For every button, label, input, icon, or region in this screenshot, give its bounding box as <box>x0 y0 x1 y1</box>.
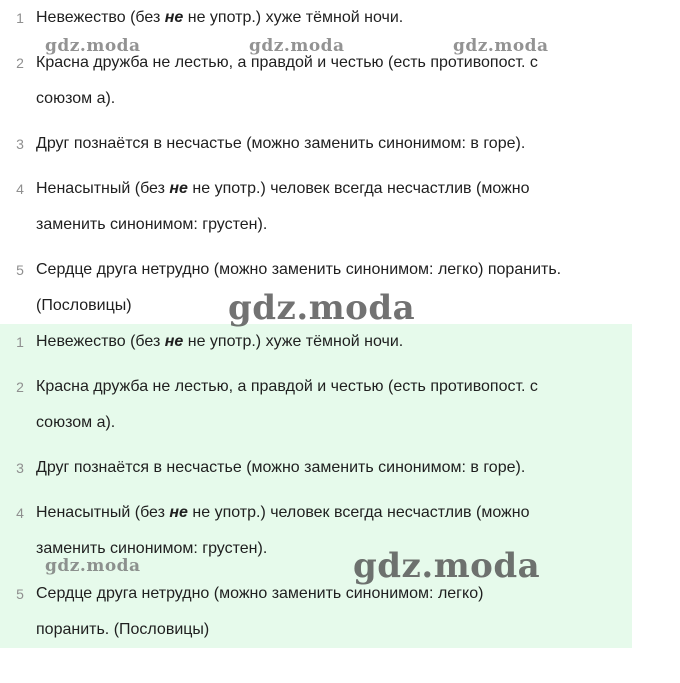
item-number: 2 <box>16 55 24 71</box>
watermark: gdz.moda <box>45 36 141 56</box>
item-text: Ненасытный (без не не употр.) человек всегда несчастлив (можно <box>36 180 530 197</box>
item-text: Красна дружба не лестью, а правдой и честью (есть противопост. с <box>36 378 538 395</box>
exercise-text-block <box>0 0 632 324</box>
item-number: 2 <box>16 379 24 395</box>
item-text-continued: заменить синонимом: грустен). <box>36 540 268 557</box>
watermark: gdz.moda <box>45 556 141 576</box>
particle-ne: не <box>169 180 188 197</box>
item-text: Невежество (без не не употр.) хуже тёмной ночи. <box>36 9 404 26</box>
item-number: 3 <box>16 460 24 476</box>
watermark: gdz.moda <box>249 36 345 56</box>
item-number: 3 <box>16 136 24 152</box>
item-number: 4 <box>16 181 24 197</box>
watermark: gdz.moda <box>353 546 541 586</box>
item-text: Невежество (без не не употр.) хуже тёмной ночи. <box>36 333 404 350</box>
item-text: Друг познаётся в несчастье (можно заменить синонимом: в горе). <box>36 135 526 152</box>
item-text-continued: заменить синонимом: грустен). <box>36 216 268 233</box>
answer-block <box>0 324 632 648</box>
item-text: Сердце друга нетрудно (можно заменить синонимом: легко) <box>36 585 484 602</box>
item-text: Ненасытный (без не не употр.) человек всегда несчастлив (можно <box>36 504 530 521</box>
watermark: gdz.moda <box>228 288 416 328</box>
item-text-continued: союзом а). <box>36 414 116 431</box>
item-number: 1 <box>16 10 24 26</box>
item-text-continued: (Пословицы) <box>36 297 132 314</box>
item-number: 5 <box>16 262 24 278</box>
item-text: Красна дружба не лестью, а правдой и честью (есть противопост. с <box>36 54 538 71</box>
particle-ne: не <box>164 9 184 26</box>
item-text-continued: поранить. (Пословицы) <box>36 621 210 638</box>
item-text: Друг познаётся в несчастье (можно заменить синонимом: в горе). <box>36 459 526 476</box>
item-number: 5 <box>16 586 24 602</box>
item-text-continued: союзом а). <box>36 90 116 107</box>
item-text: Сердце друга нетрудно (можно заменить синонимом: легко) поранить. <box>36 261 562 278</box>
particle-ne: не <box>169 504 188 521</box>
watermark: gdz.moda <box>453 36 549 56</box>
particle-ne: не <box>164 333 184 350</box>
item-number: 1 <box>16 334 24 350</box>
item-number: 4 <box>16 505 24 521</box>
